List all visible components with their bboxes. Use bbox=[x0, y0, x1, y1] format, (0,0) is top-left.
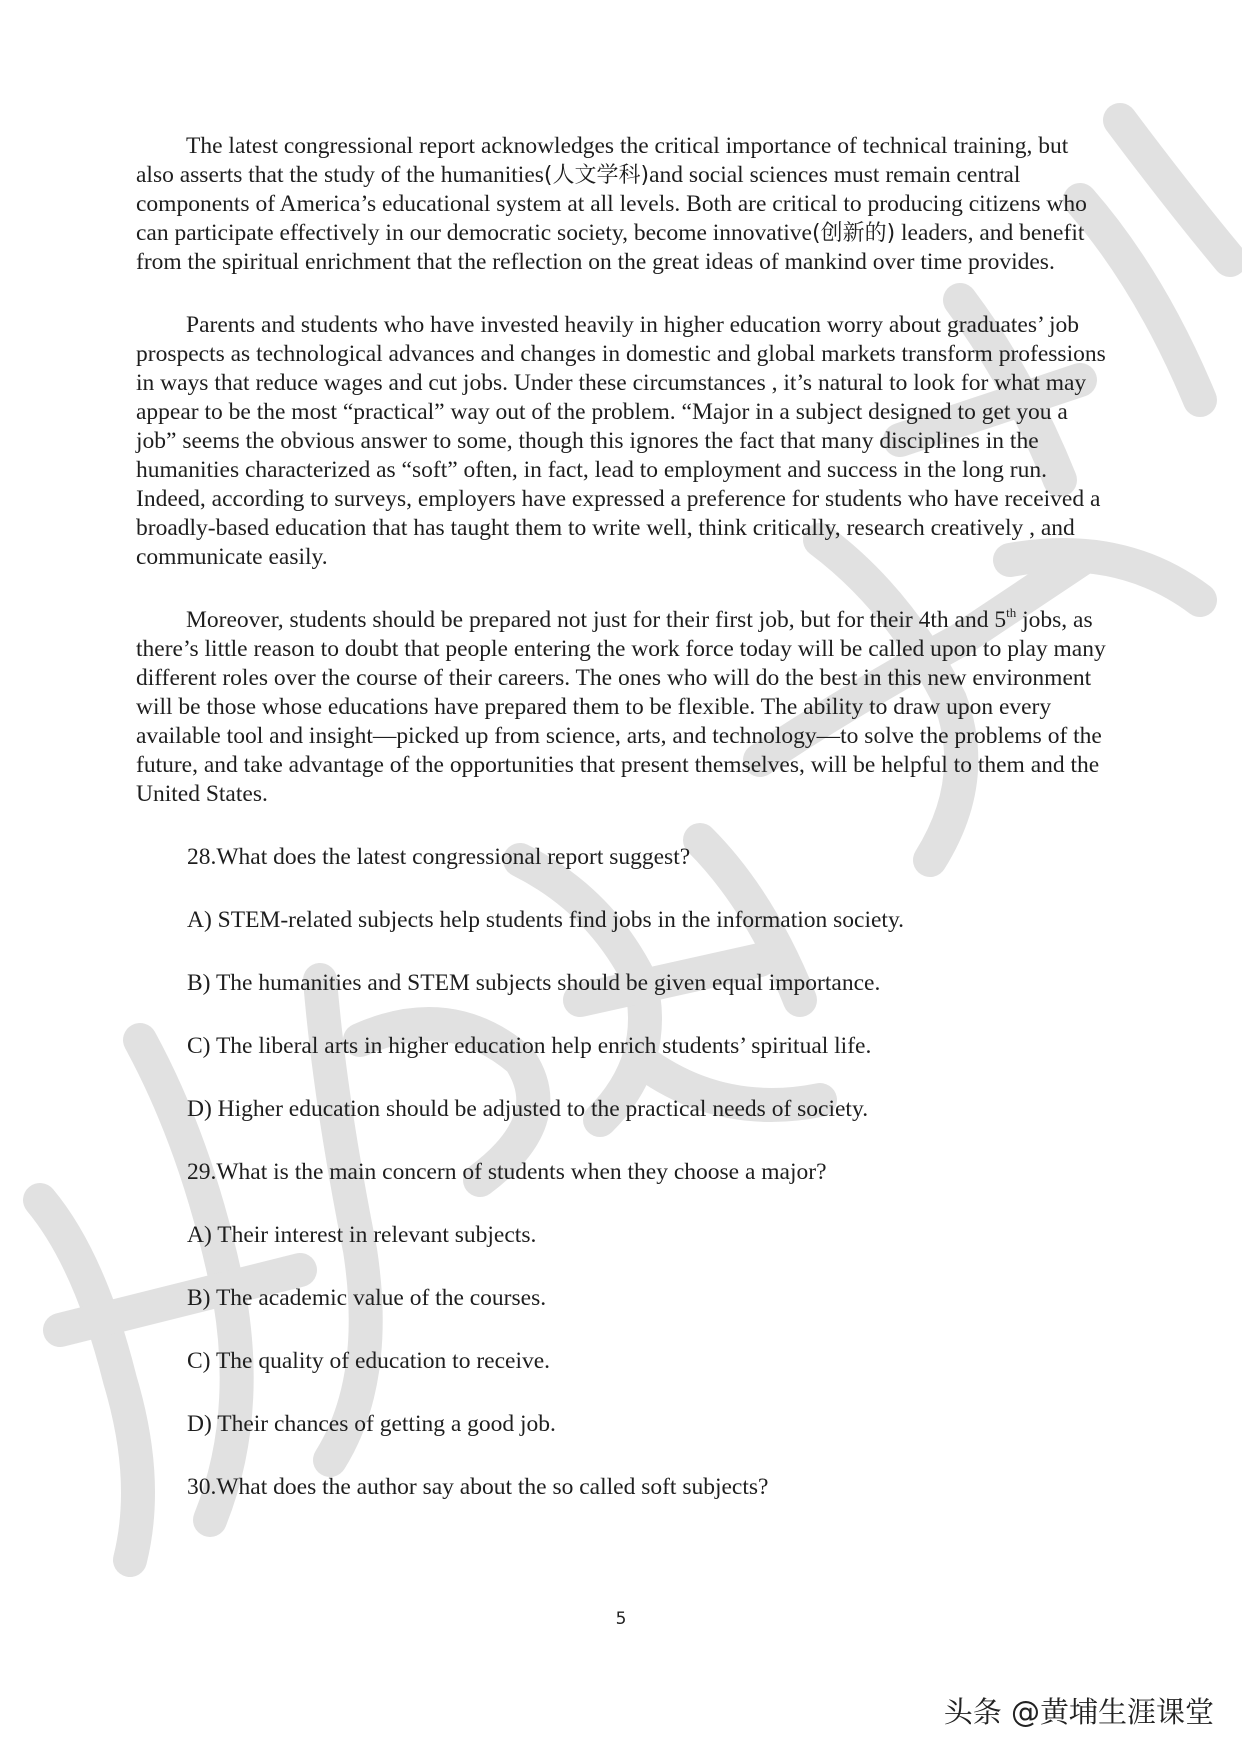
question-28-option-c: C) The liberal arts in higher education help enrich students’ spiritual life. bbox=[187, 1033, 872, 1059]
paragraph-1-text-c: leaders, and benefit from the spiritual enrichment that the reflection on the great ideas of mankind over time provides. bbox=[136, 220, 1085, 275]
question-29-option-c: C) The quality of education to receive. bbox=[187, 1348, 551, 1374]
passage-paragraph-1 bbox=[136, 132, 1106, 277]
question-29-option-a: A) Their interest in relevant subjects. bbox=[187, 1222, 537, 1248]
paragraph-3-text-a: Moreover, students should be prepared not just for their first job, but for their 4th and 5 bbox=[186, 607, 1007, 633]
question-list bbox=[187, 843, 1106, 1502]
paragraph-1-text-b: and social sciences must remain central components of America’s educational system at all levels. Both are critical to producing citizens who can participate effectively in our democratic society, become innovative bbox=[136, 162, 1087, 246]
question-28-stem: 28.What does the latest congressional report suggest? bbox=[187, 844, 691, 870]
question-30-stem: 30.What does the author say about the so called soft subjects? bbox=[187, 1474, 769, 1500]
question-29-option-d: D) Their chances of getting a good job. bbox=[187, 1411, 556, 1437]
passage-paragraph-3 bbox=[136, 606, 1106, 809]
question-28-option-d: D) Higher education should be adjusted to the practical needs of society. bbox=[187, 1096, 869, 1122]
passage-and-questions bbox=[136, 132, 1106, 1536]
paragraph-3-superscript: th bbox=[1006, 605, 1017, 620]
paragraph-1-text-a: The latest congressional report acknowledges the critical importance of technical training, but also asserts that the study of the humanities bbox=[136, 133, 1069, 188]
paragraph-1-chinese-gloss-1: (人文学科) bbox=[543, 163, 650, 188]
source-attribution: 头条 @黄埔生涯课堂 bbox=[943, 1695, 1214, 1729]
question-29-option-b: B) The academic value of the courses. bbox=[187, 1285, 547, 1311]
question-28-option-b: B) The humanities and STEM subjects should be given equal importance. bbox=[187, 970, 881, 996]
passage-paragraph-2: Parents and students who have invested heavily in higher education worry about graduates’ job prospects as technological advances and changes in domestic and global markets transform professions in ways that reduce wages and cut jobs. Under these circumstances , it’s natural to look for what may appear to be the most “practical” way out of the problem. “Major in a subject designed to get you a job” seems the obvious answer to some, though this ignores the fact that many disciplines in the humanities characterized as “soft” often, in fact, lead to employment and success in the long run. Indeed, according to surveys, employers have expressed a preference for students who have received a broadly-based education that has taught them to write well, think critically, research creatively , and communicate easily. bbox=[136, 312, 1106, 570]
page-number: 5 bbox=[615, 1609, 627, 1629]
question-28-option-a: A) STEM-related subjects help students find jobs in the information society. bbox=[187, 907, 905, 933]
question-29-stem: 29.What is the main concern of students when they choose a major? bbox=[187, 1159, 827, 1185]
paragraph-3-text-b: jobs, as there’s little reason to doubt that people entering the work force today will be called upon to play many different roles over the course of their careers. The ones who will do the best in this new environment will be those whose educations have prepared them to be flexible. The ability to draw upon every available tool and insight—picked up from science, arts, and technology—to solve the problems of the future, and take advantage of the opportunities that present themselves, will be helpful to them and the United States. bbox=[136, 607, 1106, 807]
paragraph-1-chinese-gloss-2: (创新的) bbox=[811, 221, 896, 246]
